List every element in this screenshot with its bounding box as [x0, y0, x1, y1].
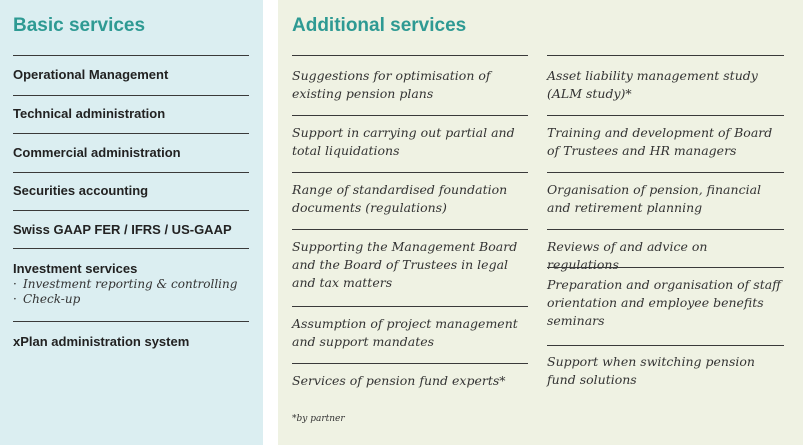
investment-subitem-label: Check-up: [23, 292, 81, 306]
investment-subitem-label: Investment reporting & controlling: [23, 277, 238, 291]
additional-item-foundation-documents: Range of standardised foundation documents (regulations): [292, 182, 508, 215]
divider: [547, 55, 784, 56]
divider: [292, 172, 528, 173]
divider: [547, 115, 784, 116]
divider: [547, 267, 784, 268]
additional-item-switching-support: Support when switching pension fund solutions: [547, 354, 755, 387]
additional-item-legal-tax-support: Supporting the Management Board and the Board of Trustees in legal and tax matters: [292, 239, 518, 290]
additional-item-project-management: Assumption of project management and support mandates: [292, 316, 518, 349]
additional-item-pension-planning: Organisation of pension, financial and retirement planning: [547, 182, 762, 215]
basic-item-accounting-standards: Swiss GAAP FER / IFRS / US-GAAP: [13, 222, 232, 237]
investment-subitem: [13, 292, 253, 307]
additional-item-staff-seminars: Preparation and organisation of staff orientation and employee benefits seminars: [547, 277, 782, 328]
basic-services-panel: [0, 0, 263, 445]
additional-services-panel: [278, 0, 803, 445]
additional-item-regulation-reviews: Reviews of and advice on regulations: [547, 239, 708, 272]
divider: [292, 363, 528, 364]
basic-item-securities-accounting: Securities accounting: [13, 183, 149, 198]
divider: [547, 172, 784, 173]
basic-item-technical-administration: Technical administration: [13, 106, 166, 121]
additional-item-board-training: Training and development of Board of Trustees and HR managers: [547, 125, 773, 158]
basic-item-xplan-administration-system: xPlan administration system: [13, 334, 190, 349]
divider: [13, 95, 249, 96]
footnote: *by partner: [292, 414, 345, 424]
investment-services-label: Investment services: [13, 261, 138, 276]
basic-item-investment-services: [13, 261, 253, 307]
bullet-icon: ·: [13, 277, 17, 291]
divider: [13, 210, 249, 211]
bullet-icon: ·: [13, 292, 17, 306]
investment-subitem: [13, 277, 253, 292]
additional-services-heading: Additional services: [292, 15, 467, 36]
divider: [292, 306, 528, 307]
divider: [13, 133, 249, 134]
divider: [292, 55, 528, 56]
additional-item-pension-plan-optimisation: Suggestions for optimisation of existing pension plans: [292, 68, 491, 101]
basic-services-heading: Basic services: [13, 15, 146, 36]
additional-item-liquidations-support: Support in carrying out partial and total liquidations: [292, 125, 515, 158]
divider: [292, 115, 528, 116]
additional-item-pension-fund-experts: Services of pension fund experts*: [292, 373, 506, 388]
basic-item-operational-management: Operational Management: [13, 67, 169, 82]
divider: [547, 229, 784, 230]
divider: [13, 55, 249, 56]
divider: [292, 229, 528, 230]
divider: [13, 321, 249, 322]
basic-item-commercial-administration: Commercial administration: [13, 145, 181, 160]
divider: [547, 345, 784, 346]
additional-item-alm-study: Asset liability management study (ALM study)*: [547, 68, 758, 101]
divider: [13, 172, 249, 173]
divider: [13, 248, 249, 249]
